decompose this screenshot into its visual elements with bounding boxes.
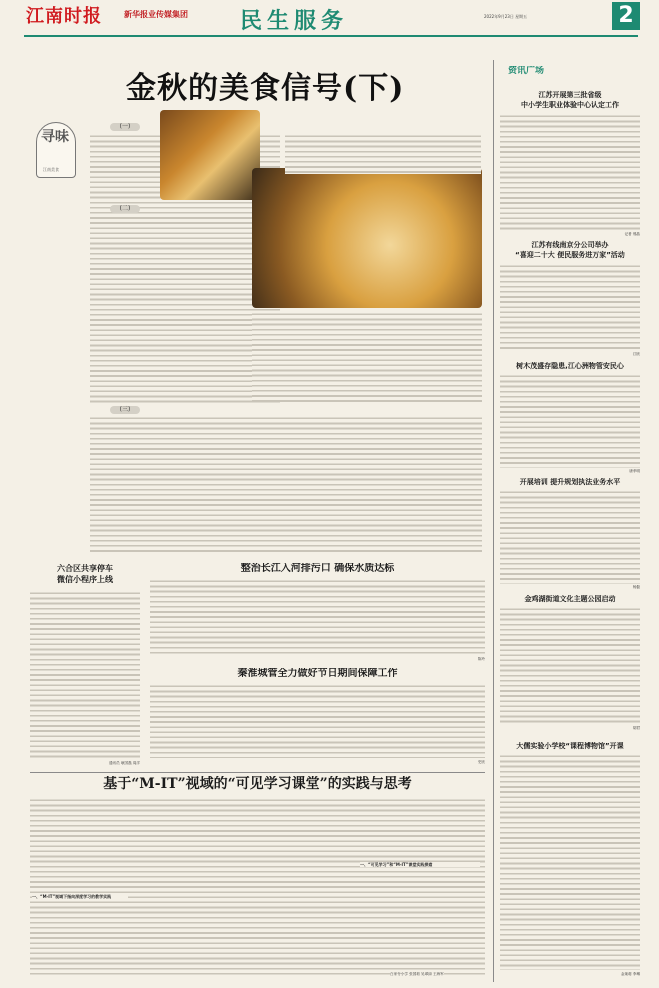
food-feature [30,50,485,555]
left-news-author: 通讯员 耿国磊 周洋 [108,761,140,765]
right-news-5-title: 金鸡湖街道文化主题公园启动 [524,595,616,603]
right-news-1-title: 江苏开展第三批省级 中小学生职业体验中心认定工作 [521,91,619,109]
food-body-4 [90,416,482,552]
right-news-3: 树木茂盛存隐患,江心洲物管安民心 唐孝明 [500,362,640,477]
bottom-title: 基于“M-IT”视域的“可见学习课堂”的实践与思考 [103,776,412,792]
food-body-2 [285,134,481,174]
paper-logo: 江南时报 [26,6,102,27]
section-number-1: (一) [110,123,140,131]
bottom-subhead-2: 一、“可见学习”和“M-IT”课堂实践探索 [360,862,480,867]
page-number: 2 [612,2,640,30]
bottom-article [30,772,485,982]
date-line: 2022年9月23日 星期五 [484,14,528,19]
section-title: 民生服务 [240,9,349,34]
bottom-author: 白家寺小学 张国莉 吴翠绿 王海军 [390,972,444,976]
section-number-2: (二) [110,205,140,213]
bottom-subhead-1: 一、“M-IT”视域下指向深度学习的教学实践 [32,894,128,899]
right-news-4-title: 开展培训 提升规划执法业务水平 [519,478,621,486]
food-photo-top [160,110,260,200]
info-label: 资讯广场 [508,66,545,76]
mid-news-2-author: 史欣 [477,760,485,764]
right-news-2: 江苏有线南京分公司举办 “喜迎二十大 便民服务进万家”活动 江欣 [500,240,640,360]
feature-title: 金秋的美食信号(下) [126,71,405,106]
right-news-5: 金鸡湖街道文化主题公园启动 胡君 [500,595,640,735]
left-news [30,563,140,769]
mid-news-1-title: 整治长江入河排污口 确保水质达标 [240,563,395,574]
mid-news-2 [150,668,485,768]
left-news-title: 六合区共享停车 微信小程序上线 [57,564,113,584]
group-logo: 新华报业传媒集团 [124,10,188,19]
column-badge: 寻味 江南美食 [36,122,76,178]
right-news-3-title: 树木茂盛存隐患,江心洲物管安民心 [516,362,624,370]
mid-news-1 [150,563,485,665]
right-news-6: 大儒实验小学校“课程博物馆”开课 金莱莉 李琳 [500,742,640,982]
section-number-3: (三) [110,406,140,414]
food-body-3 [252,312,482,402]
food-photo-main [252,168,482,308]
right-news-6-title: 大儒实验小学校“课程博物馆”开课 [516,742,624,750]
right-news-4: 开展培训 提升规划执法业务水平 杨磊 [500,478,640,593]
right-news-2-title: 江苏有线南京分公司举办 “喜迎二十大 便民服务进万家”活动 [515,241,625,259]
mid-news-2-title: 秦淮城管全力做好节日期间保障工作 [237,668,398,679]
right-news-1: 江苏开展第三批省级 中小学生职业体验中心认定工作 记者 邢晶 [500,90,640,240]
mid-news-1-author: 陈玲 [477,657,485,661]
